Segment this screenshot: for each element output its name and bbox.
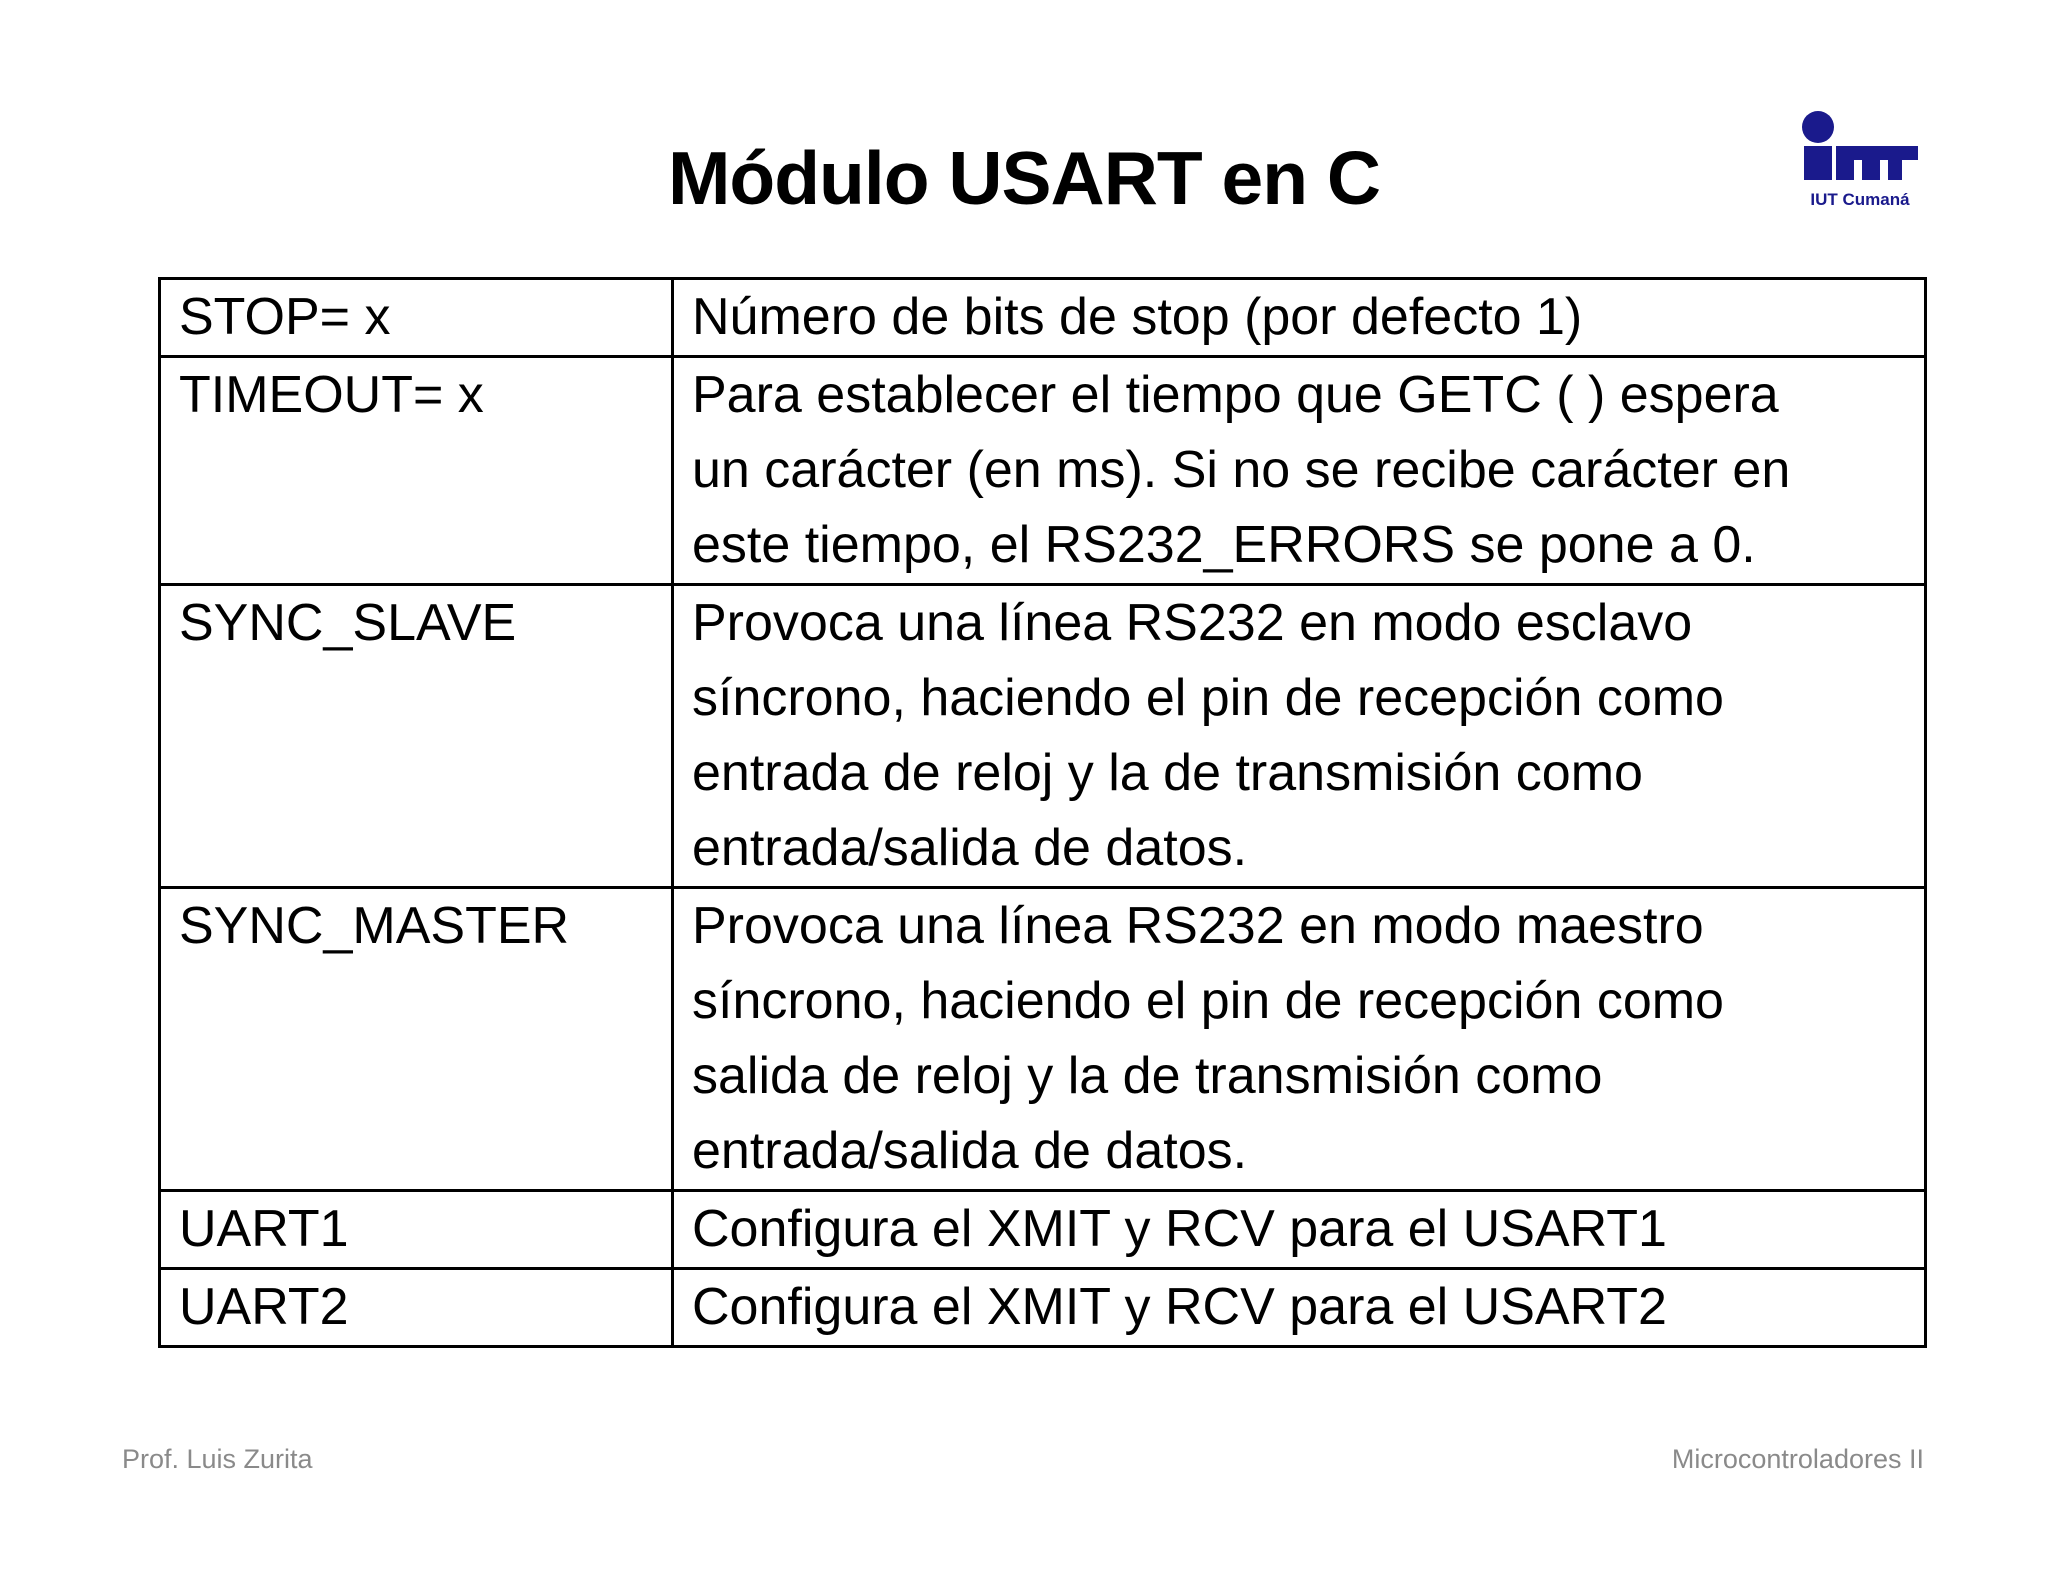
parameter-description-cell — [673, 1191, 1926, 1269]
footer-course: Microcontroladores II — [1671, 1444, 1924, 1474]
parameter-name-cell: SYNC_MASTER — [160, 888, 673, 1191]
table-row — [160, 585, 1926, 888]
parameter-description-cell — [673, 357, 1926, 585]
description-line: Provoca una línea RS232 en modo maestro — [692, 897, 1704, 955]
parameter-description-cell — [673, 585, 1926, 888]
description-line: este tiempo, el RS232_ERRORS se pone a 0. — [692, 516, 1756, 574]
table-row — [160, 279, 1926, 357]
description-line: síncrono, haciendo el pin de recepción como — [692, 669, 1724, 727]
table-row — [160, 357, 1926, 585]
table-row — [160, 1269, 1926, 1347]
description-line: Configura el XMIT y RCV para el USART2 — [692, 1278, 1667, 1336]
table-row — [160, 888, 1926, 1191]
parameter-name-cell: UART2 — [160, 1269, 673, 1347]
parameter-name-cell: SYNC_SLAVE — [160, 585, 673, 888]
description-line: Configura el XMIT y RCV para el USART1 — [692, 1200, 1667, 1258]
iut-logo — [1796, 108, 1924, 218]
logo-text: IUT Cumaná — [1810, 190, 1910, 209]
description-line: síncrono, haciendo el pin de recepción como — [692, 972, 1724, 1030]
description-line: salida de reloj y la de transmisión como — [692, 1047, 1603, 1105]
description-line: entrada/salida de datos. — [692, 1122, 1248, 1180]
table-row — [160, 1191, 1926, 1269]
parameter-name-cell: STOP= x — [160, 279, 673, 357]
parameter-name-cell: TIMEOUT= x — [160, 357, 673, 585]
footer-author: Prof. Luis Zurita — [122, 1444, 313, 1474]
description-line: Provoca una línea RS232 en modo esclavo — [692, 594, 1693, 652]
parameter-description-cell — [673, 1269, 1926, 1347]
description-line: entrada de reloj y la de transmisión como — [692, 744, 1643, 802]
iut-logo-mark — [1796, 108, 1924, 188]
description-line: entrada/salida de datos. — [692, 819, 1248, 877]
parameter-description-cell — [673, 279, 1926, 357]
description-line: Para establecer el tiempo que GETC ( ) espera — [692, 366, 1779, 424]
parameter-name-cell: UART1 — [160, 1191, 673, 1269]
parameter-table-container — [158, 277, 1906, 1348]
parameter-description-cell — [673, 888, 1926, 1191]
description-line: un carácter (en ms). Si no se recibe carácter en — [692, 441, 1791, 499]
parameter-table-body — [160, 279, 1926, 1347]
slide-title: Módulo USART en C — [667, 136, 1381, 220]
description-line: Número de bits de stop (por defecto 1) — [692, 288, 1583, 346]
parameter-table — [158, 277, 1927, 1348]
